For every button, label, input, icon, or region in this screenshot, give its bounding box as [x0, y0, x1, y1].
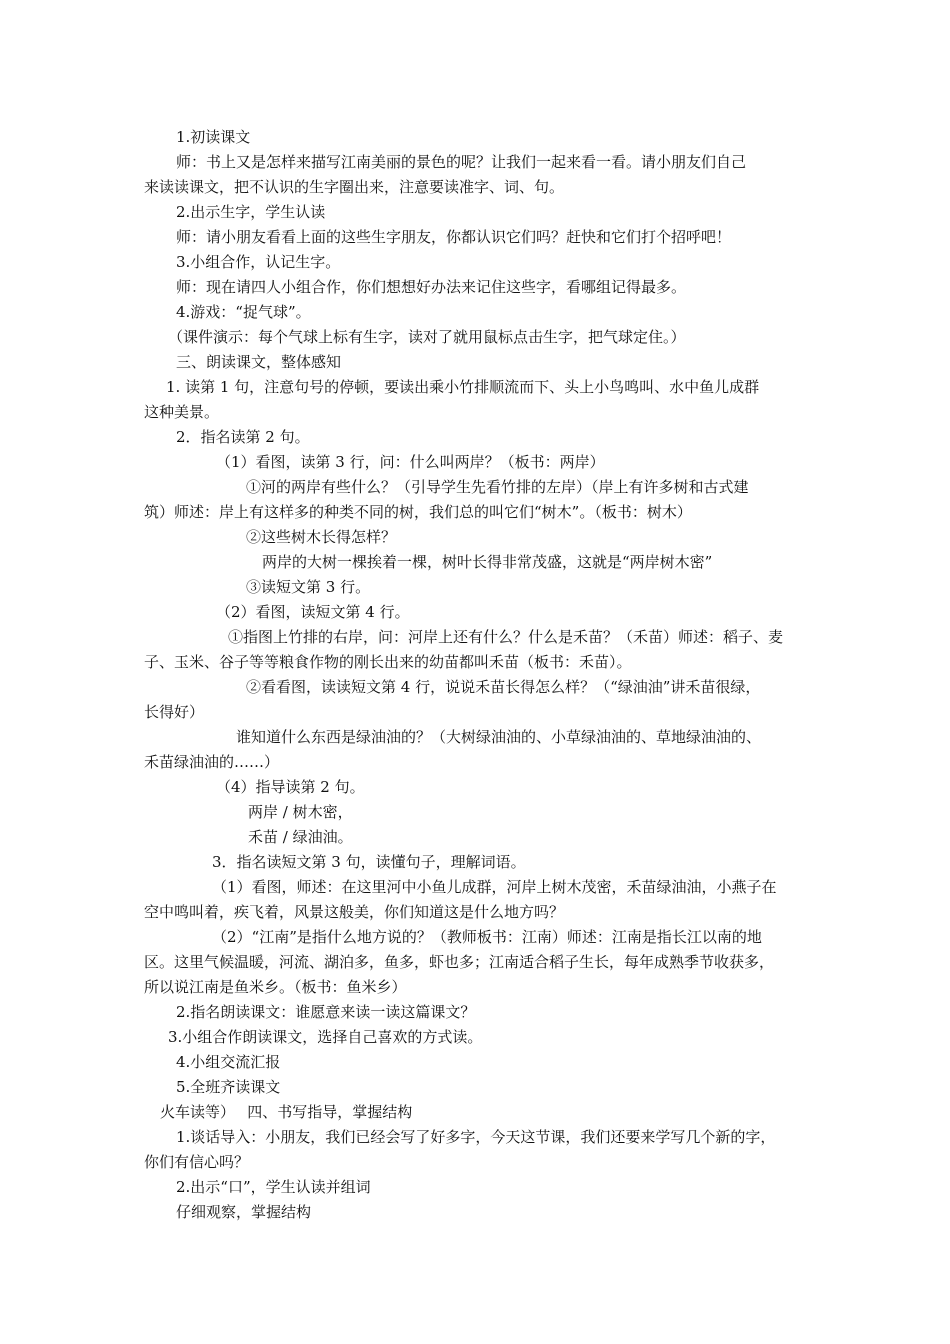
text-line: 禾苗绿油油的……） [144, 753, 280, 771]
text-line: 禾苗 / 绿油油。 [248, 828, 353, 846]
text-line: ①指图上竹排的右岸，问：河岸上还有什么？什么是禾苗？（禾苗）师述：稻子、麦 [228, 628, 784, 646]
text-line: 所以说江南是鱼米乡。（板书：鱼米乡） [144, 978, 407, 996]
text-line: 两岸 / 树木密， [248, 803, 353, 821]
text-line: 3.小组合作，认记生字。 [176, 253, 341, 271]
text-line: 1.谈话导入：小朋友，我们已经会写了好多字，今天这节课，我们还要来学写几个新的字， [176, 1128, 776, 1146]
text-line: 筑）师述：岸上有这样多的种类不同的树，我们总的叫它们“树木”。（板书：树木） [144, 503, 692, 521]
text-line: （2）看图，读短文第 4 行。 [216, 603, 410, 621]
text-line: （1）看图，读第 3 行，问：什么叫两岸？（板书：两岸） [216, 453, 605, 471]
text-line: ②看看图，读读短文第 4 行，说说禾苗长得怎么样？（“绿油油”讲禾苗很绿， [246, 678, 761, 696]
text-line: 这种美景。 [144, 403, 220, 421]
text-line: 师：请小朋友看看上面的这些生字朋友，你都认识它们吗？赶快和它们打个招呼吧！ [176, 228, 732, 246]
text-line: 空中鸣叫着，疾飞着，风景这般美，你们知道这是什么地方吗？ [144, 903, 565, 921]
text-line: 两岸的大树一棵挨着一棵，树叶长得非常茂盛，这就是“两岸树木密” [262, 553, 713, 571]
text-line: 4.小组交流汇报 [176, 1053, 281, 1071]
text-line: 区。这里气候温暖，河流、湖泊多，鱼多，虾也多；江南适合稻子生长，每年成熟季节收获多， [144, 953, 775, 971]
text-line: 你们有信心吗？ [144, 1153, 250, 1171]
text-line: 1. 读第 1 句，注意句号的停顿，要读出乘小竹排顺流而下、头上小鸟鸣叫、水中鱼儿成群 [166, 378, 760, 396]
text-line: 谁知道什么东西是绿油油的？（大树绿油油的、小草绿油油的、草地绿油油的、 [236, 728, 762, 746]
text-line: 师：现在请四人小组合作，你们想想好办法来记住这些字，看哪组记得最多。 [176, 278, 687, 296]
text-line: （课件演示：每个气球上标有生字，读对了就用鼠标点击生字，把气球定住。） [168, 328, 686, 346]
text-line: 仔细观察，掌握结构 [176, 1203, 312, 1221]
text-line: 3．指名读短文第 3 句，读懂句子，理解词语。 [212, 853, 526, 871]
text-line: 3.小组合作朗读课文，选择自己喜欢的方式读。 [168, 1028, 483, 1046]
text-line: 师：书上又是怎样来描写江南美丽的景色的呢？让我们一起来看一看。请小朋友们自己 [176, 153, 747, 171]
text-line: 子、玉米、谷子等等粮食作物的刚长出来的幼苗都叫禾苗（板书：禾苗）。 [144, 653, 632, 671]
text-line: ①河的两岸有些什么？（引导学生先看竹排的左岸）（岸上有许多树和古式建 [246, 478, 749, 496]
text-line: 2.出示生字，学生认读 [176, 203, 326, 221]
text-line: ②这些树木长得怎样？ [246, 528, 397, 546]
text-line: ③读短文第 3 行。 [246, 578, 371, 596]
text-line: 4.游戏：“捉气球”。 [176, 303, 311, 321]
text-line: 来读读课文，把不认识的生字圈出来，注意要读准字、词、句。 [144, 178, 565, 196]
text-line: 5.全班齐读课文 [176, 1078, 281, 1096]
text-line: 1.初读课文 [176, 128, 251, 146]
text-line: （4）指导读第 2 句。 [216, 778, 365, 796]
text-line: （1）看图，师述：在这里河中小鱼儿成群，河岸上树木茂密，禾苗绿油油，小燕子在 [212, 878, 777, 896]
text-line: 长得好） [144, 703, 205, 721]
section-heading: 火车读等） 四、书写指导，掌握结构 [160, 1103, 413, 1121]
text-line: （2）“江南”是指什么地方说的？（教师板书：江南）师述：江南是指长江以南的地 [212, 928, 762, 946]
text-line: 2.出示“口”，学生认读并组词 [176, 1178, 371, 1196]
text-line: 2．指名读第 2 句。 [176, 428, 310, 446]
text-line: 2.指名朗读课文：谁愿意来读一读这篇课文？ [176, 1003, 476, 1021]
section-heading: 三、朗读课文，整体感知 [176, 353, 342, 371]
